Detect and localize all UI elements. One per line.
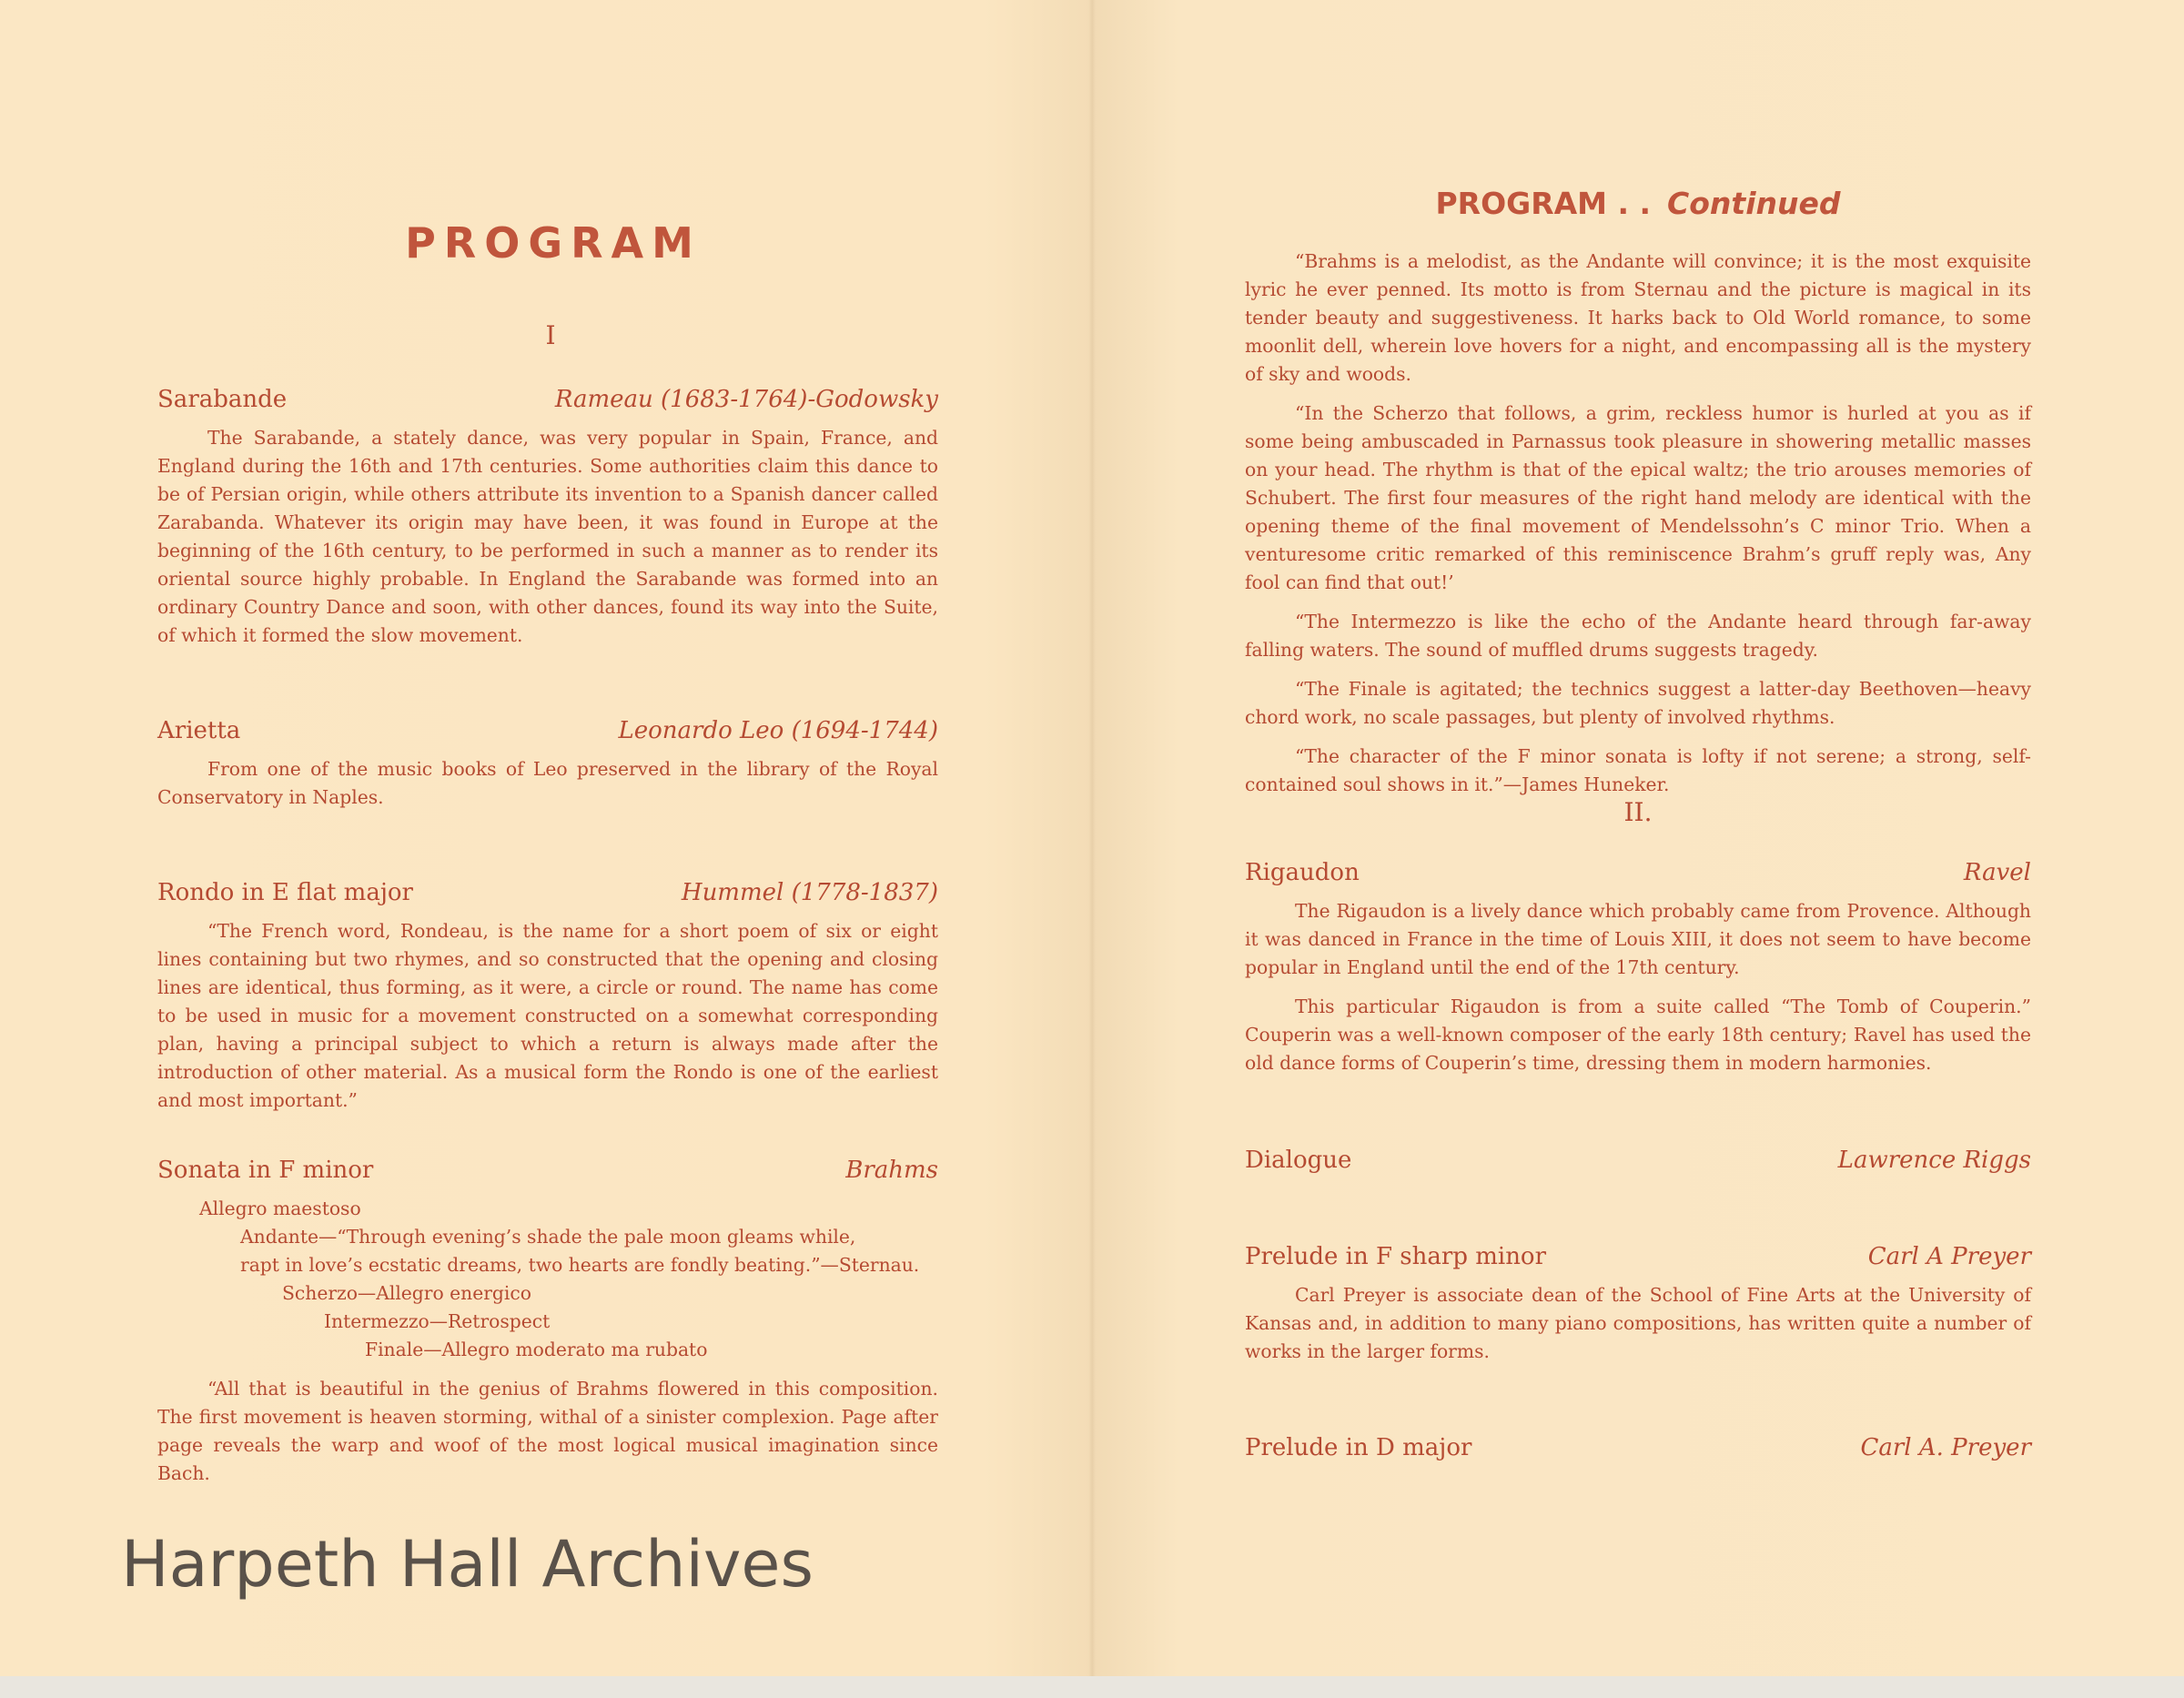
commentary-paragraph: “The Intermezzo is like the echo of the Andante heard through far-away falling waters. The sound of muffled drums suggests tragedy. [1245,611,2031,661]
piece-composer: Rameau (1683-1764)-Godowsky [554,386,938,413]
piece-arietta [157,717,938,812]
piece-composer: Brahms [845,1157,938,1184]
title-suffix: Continued [1667,186,1841,221]
piece-heading [1245,1147,2031,1174]
movement-item: Intermezzo—Retrospect [324,1310,551,1332]
piece-description: “All that is beautiful in the genius of Brahms flowered in this composition. The first movement is heaven storming, withal of a sinister complexion. Page after page reveals the warp and woof of the most logical musical imagination since Bach. [157,1378,938,1484]
piece-sarabande [157,386,938,650]
piece-heading [157,717,938,744]
sonata-commentary [1245,248,2031,799]
piece-rigaudon [1245,859,2031,1077]
piece-title: Prelude in F sharp minor [1245,1243,1547,1270]
piece-heading [157,879,938,906]
piece-composer: Hummel (1778-1837) [681,879,938,906]
piece-rondo [157,879,938,1115]
page-title-right [1245,186,2031,221]
archive-watermark: Harpeth Hall Archives [121,1527,814,1602]
movement-list [157,1195,938,1364]
movement-item: Andante—“Through evening’s shade the pale moon gleams while, [240,1226,856,1248]
piece-description: Carl Preyer is associate dean of the School of Fine Arts at the University of Kansas and, in addition to many piano compositions, has written quite a number of works in the larger forms. [1245,1284,2031,1362]
piece-description: The Rigaudon is a lively dance which probably came from Provence. Although it was danced in France in the time of Louis XIII, it does not seem to have become popular in England until the end of the 17th century. [1245,900,2031,978]
piece-composer: Lawrence Riggs [1837,1147,2031,1174]
title-text: PROGRAM . . [1435,186,1652,221]
piece-composer: Carl A Preyer [1867,1243,2031,1270]
piece-composer: Leonardo Leo (1694-1744) [618,717,938,744]
commentary-paragraph: “The character of the F minor sonata is lofty if not serene; a strong, self-contained soul shows in it.”—James Huneker. [1245,745,2031,795]
piece-prelude-f-sharp [1245,1243,2031,1366]
piece-prelude-d [1245,1434,2031,1461]
piece-title: Sarabande [157,386,288,413]
movement-item: Allegro maestoso [199,1198,361,1219]
piece-composer: Carl A. Preyer [1860,1434,2031,1461]
piece-title: Rondo in E flat major [157,879,413,906]
piece-title: Rigaudon [1245,859,1360,886]
page-title-left: PROGRAM [405,218,702,268]
center-fold [1088,0,1096,1698]
piece-heading [1245,1243,2031,1270]
section-number-1: I [545,320,556,350]
piece-description: “The French word, Rondeau, is the name for a short poem of six or eight lines containing but two rhymes, and so constructed that the opening and closing lines are identical, thus forming, as it were, a circle or round. The name has come to be used in music for a movement constructed on a somewhat corresponding plan, having a principal subject to which a return is always made after the introduction of other material. As a musical form the Rondo is one of the earliest and most important.” [157,920,938,1111]
bottom-edge [0,1676,2184,1698]
piece-heading [157,1157,938,1184]
piece-title: Arietta [157,717,241,744]
piece-title: Dialogue [1245,1147,1352,1174]
piece-sonata [157,1157,938,1488]
piece-description: The Sarabande, a stately dance, was very popular in Spain, France, and England during the 16th and 17th centuries. Some authorities claim this dance to be of Persian origin, while others attribute its invention to a Spanish dancer called Zarabanda. Whatever its origin may have been, it was found in Europe at the beginning of the 16th century, to be performed in such a manner as to render its oriental source highly probable. In England the Sarabande was formed into an ordinary Country Dance and soon, with other dances, found its way into the Suite, of which it formed the slow movement. [157,427,938,646]
movement-item: rapt in love’s ecstatic dreams, two hearts are fondly beating.”—Sternau. [240,1254,920,1276]
piece-heading [1245,859,2031,886]
commentary-paragraph: “The Finale is agitated; the technics suggest a latter-day Beethoven—heavy chord work, no scale passages, but plenty of involved rhythms. [1245,678,2031,728]
movement-item: Scherzo—Allegro energico [282,1282,531,1304]
movement-item: Finale—Allegro moderato ma rubato [365,1339,708,1360]
section-number-2: II. [1623,797,1653,827]
piece-heading [1245,1434,2031,1461]
piece-dialogue [1245,1147,2031,1174]
piece-composer: Ravel [1963,859,2031,886]
commentary-paragraph: “Brahms is a melodist, as the Andante will convince; it is the most exquisite lyric he ever penned. Its motto is from Sternau and the picture is magical in its tender beauty and suggestiveness. It harks back to Old World romance, to some moonlit dell, wherein love hovers for a night, and encompassing all is the mystery of sky and woods. [1245,250,2031,385]
piece-description: This particular Rigaudon is from a suite called “The Tomb of Couperin.” Couperin was a well-known composer of the early 18th century; Ravel has used the old dance forms of Couperin’s time, dressing them in modern harmonies. [1245,996,2031,1074]
piece-title: Sonata in F minor [157,1157,374,1184]
piece-title: Prelude in D major [1245,1434,1472,1461]
piece-heading [157,386,938,413]
piece-description: From one of the music books of Leo preserved in the library of the Royal Conservatory in Naples. [157,758,938,808]
commentary-paragraph: “In the Scherzo that follows, a grim, reckless humor is hurled at you as if some being ambuscaded in Parnassus took pleasure in showering metallic masses on your head. The rhythm is that of the epical waltz; the trio arouses memories of Schubert. The first four measures of the right hand melody are identical with the opening theme of the final movement of Mendelssohn’s C minor Trio. When a venturesome critic remarked of this reminiscence Brahm’s gruff reply was, Any fool can find that out!’ [1245,402,2031,593]
